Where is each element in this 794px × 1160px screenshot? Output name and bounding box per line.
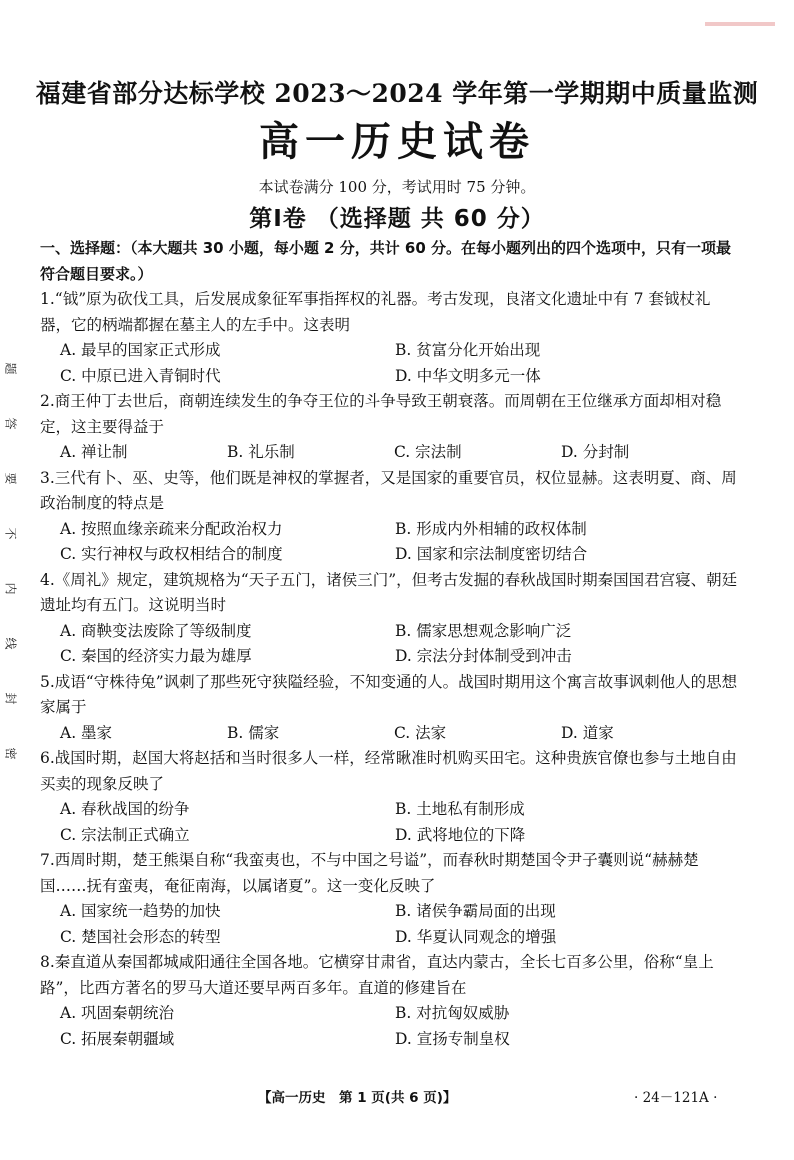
option-c: C. 宗法制正式确立 [60,825,190,844]
option-a: A. 国家统一趋势的加快 [60,902,221,920]
margin-char: 题 [3,362,18,375]
question-stem: 3.三代有卜、巫、史等，他们既是神权的掌握者，又是国家的重要官员，权位显赫。这表明夏、商、周政治制度的特点是 [40,468,737,512]
option-a: A. 巩固秦朝统治 [60,1004,175,1022]
question-stem: 2.商王仲丁去世后，商朝连续发生的争夺王位的斗争导致王朝衰落。而周朝在王位继承方面却相对稳定，这主要得益于 [40,392,722,436]
margin-char: 不 [3,527,18,540]
option-d: D. 华夏认同观念的增强 [395,927,557,946]
question-stem: 7.西周时期，楚王熊渠自称“我蛮夷也，不与中国之号谥”，而春秋时期楚国令尹子囊则说“赫赫楚国……抚有蛮夷，奄征南海，以属诸夏”。这一变化反映了 [40,851,699,895]
option-b: B. 诸侯争霸局面的出现 [395,902,556,920]
option-d: D. 中华文明多元一体 [395,366,541,385]
question-8 [40,950,740,1052]
option-a: A. 春秋战国的纷争 [60,800,190,818]
margin-char: 答 [3,417,18,430]
page-number: 【高一历史 第 1 页(共 6 页)】 [258,1090,457,1106]
exam-title: 高一历史试卷 [259,119,535,165]
option-b: B. 礼乐制 [227,443,295,461]
binding-margin [0,360,22,762]
margin-char: 封 [3,692,18,705]
question-stem: 4.《周礼》规定，建筑规格为“天子五门，诸侯三门”，但考古发掘的春秋战国时期秦国国君宫寝、朝廷遗址均有五门。这说明当时 [40,570,738,614]
question-4 [40,568,740,670]
option-b: B. 形成内外相辅的政权体制 [395,519,587,538]
question-7 [40,848,740,950]
option-c: C. 楚国社会形态的转型 [60,927,221,946]
option-d: D. 道家 [561,723,614,742]
option-c: C. 法家 [394,723,447,742]
option-c: C. 秦国的经济实力最为雄厚 [60,647,252,665]
margin-char: 线 [3,637,18,650]
option-a: A. 商鞅变法废除了等级制度 [60,621,252,640]
question-stem: 5.成语“守株待兔”讽刺了那些死守狭隘经验，不知变通的人。战国时期用这个寓言故事讽刺他人的思想家属于 [40,672,738,716]
margin-char: 密 [3,747,18,760]
option-c: C. 实行神权与政权相结合的制度 [60,545,283,563]
margin-char: 内 [3,582,18,595]
question-6 [40,746,740,848]
question-stem: 1.“钺”原为砍伐工具，后发展成象征军事指挥权的礼器。考古发现，良渚文化遗址中有 7 套钺杖礼器，它的柄端都握在墓主人的左手中。这表明 [40,290,711,334]
exam-note: 本试卷满分 100 分，考试用时 75 分钟。 [258,178,536,196]
option-d: D. 宣扬专制皇权 [395,1029,510,1048]
volume-heading: 第Ⅰ卷 （选择题 共 60 分） [249,206,545,232]
exam-code: · 24－121A · [634,1090,718,1106]
option-b: B. 儒家 [227,723,280,742]
question-stem: 6.战国时期，赵国大将赵括和当时很多人一样，经常瞅准时机购买田宅。这种贵族官僚也参与土地自由买卖的现象反映了 [40,749,737,793]
option-a: A. 最早的国家正式形成 [60,341,221,359]
question-2 [40,389,740,466]
option-d: D. 分封制 [561,443,630,461]
option-c: C. 宗法制 [394,443,462,461]
option-d: D. 宗法分封体制受到冲击 [395,647,572,665]
option-b: B. 对抗匈奴威胁 [395,1004,510,1022]
option-b: B. 土地私有制形成 [395,800,525,818]
question-1 [40,287,740,389]
option-d: D. 武将地位的下降 [395,825,526,844]
option-c: C. 拓展秦朝疆域 [60,1029,175,1048]
question-list [40,236,740,1052]
margin-char: 要 [3,472,18,485]
option-a: A. 墨家 [60,723,113,742]
option-b: B. 贫富分化开始出现 [395,341,541,359]
option-a: A. 按照血缘亲疏来分配政治权力 [60,519,283,538]
option-a: A. 禅让制 [60,443,128,461]
option-b: B. 儒家思想观念影响广泛 [395,621,572,640]
question-3 [40,466,740,568]
question-stem: 8.秦直道从秦国都城咸阳通往全国各地。它横穿甘肃省，直达内蒙古，全长七百多公里，俗称“皇上路”，比西方著名的罗马大道还要早两百多年。直道的修建旨在 [40,953,714,997]
option-d: D. 国家和宗法制度密切结合 [395,545,588,563]
section-instructions: 一、选择题：（本大题共 30 小题，每小题 2 分，共计 60 分。在每小题列出的四个选项中，只有一项最符合题目要求。） [40,239,732,283]
school-heading: 福建省部分达标学校 2023～2024 学年第一学期期中质量监测 [35,79,759,108]
option-c: C. 中原已进入青铜时代 [60,366,221,385]
question-5 [40,670,740,747]
scan-mark [705,22,775,26]
